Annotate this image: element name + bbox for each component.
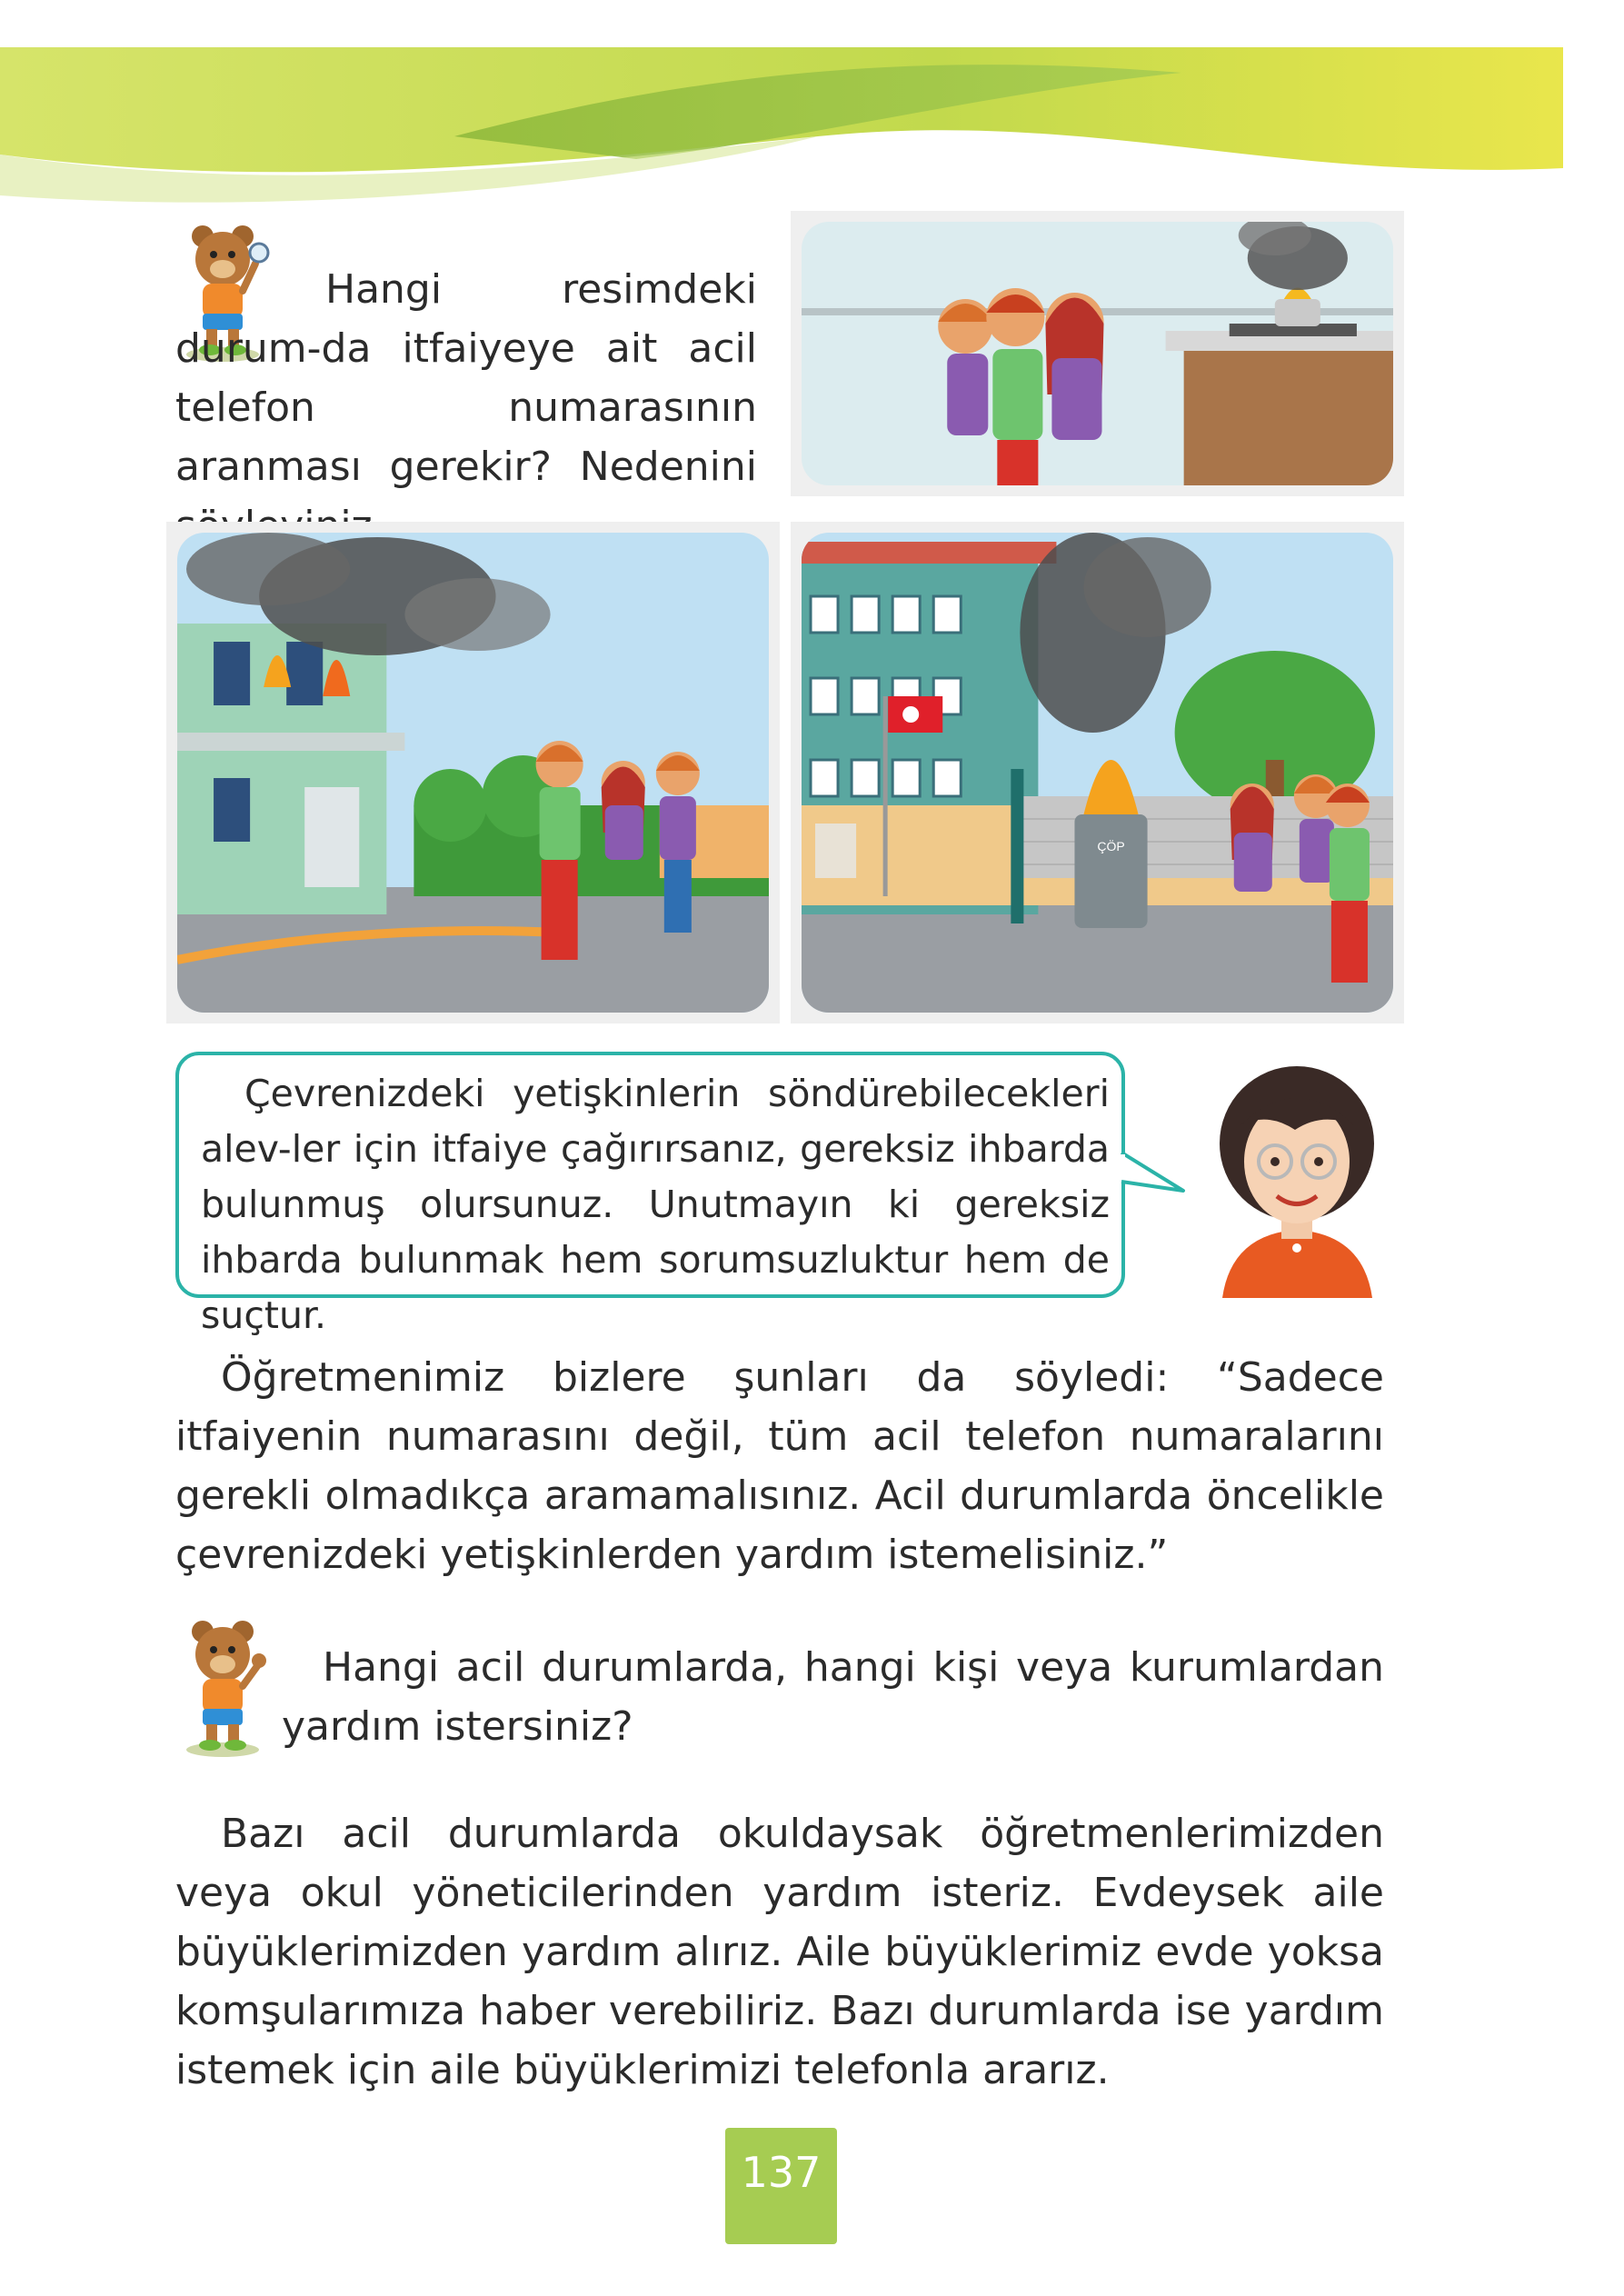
page-number: 137 bbox=[725, 2128, 837, 2244]
trash-bin-label: ÇÖP bbox=[1097, 839, 1125, 854]
question-who-to-ask: Hangi acil durumlarda, hangi kişi veya kurumlardan yardım istersiniz? bbox=[282, 1644, 1384, 1750]
paragraph-teacher-said: Öğretmenimiz bizlere şunları da söyledi: “Sadece itfaiyenin numarasını değil, tüm acil telefon numaralarını gerekli olmadıkça aramamalısınız. Acil durumlarda öncelikle çevrenizdeki yetişkinlerden yardım istemelisiniz.” bbox=[175, 1354, 1384, 1578]
panel-school-fire bbox=[791, 522, 1404, 1023]
teacher-warning-text: Çevrenizdeki yetişkinlerin söndürebilecekleri alev-ler için itfaiye çağırırsanız, gereksiz ihbarda bulunmuş olursunuz. Unutmayın ki gereksiz ihbarda bulunmak hem sorumsuzluktur hem de suçtur. bbox=[201, 1072, 1110, 1337]
teacher-portrait bbox=[1204, 1062, 1390, 1298]
school-trash-fire-illustration bbox=[802, 533, 1393, 1013]
paragraph-asking-for-help: Bazı acil durumlarda okuldaysak öğretmenlerimizden veya okul yöneticilerinden yardım isteriz. Evdeysek aile büyüklerimizden yardım alırız. Aile büyüklerimiz evde yoksa komşularımıza haber verebiliriz. Bazı durumlarda ise yardım istemek için aile büyüklerimizi telefonla ararız. bbox=[175, 1811, 1384, 2093]
kitchen-fire-illustration bbox=[802, 222, 1393, 485]
top-banner bbox=[0, 0, 1624, 218]
teacher-speech-bubble bbox=[175, 1052, 1125, 1337]
house-fire-illustration bbox=[177, 533, 769, 1013]
question-fire-call: Hangi resimdeki durum-da itfaiyeye ait acil telefon numarasının aranması gerekir? Nedenini bbox=[175, 266, 757, 490]
panel-kitchen bbox=[791, 211, 1404, 496]
bear-mascot-thumbs-up bbox=[175, 1613, 271, 1759]
panel-house-fire bbox=[166, 522, 780, 1023]
speech-bubble-tail bbox=[1120, 1136, 1192, 1209]
